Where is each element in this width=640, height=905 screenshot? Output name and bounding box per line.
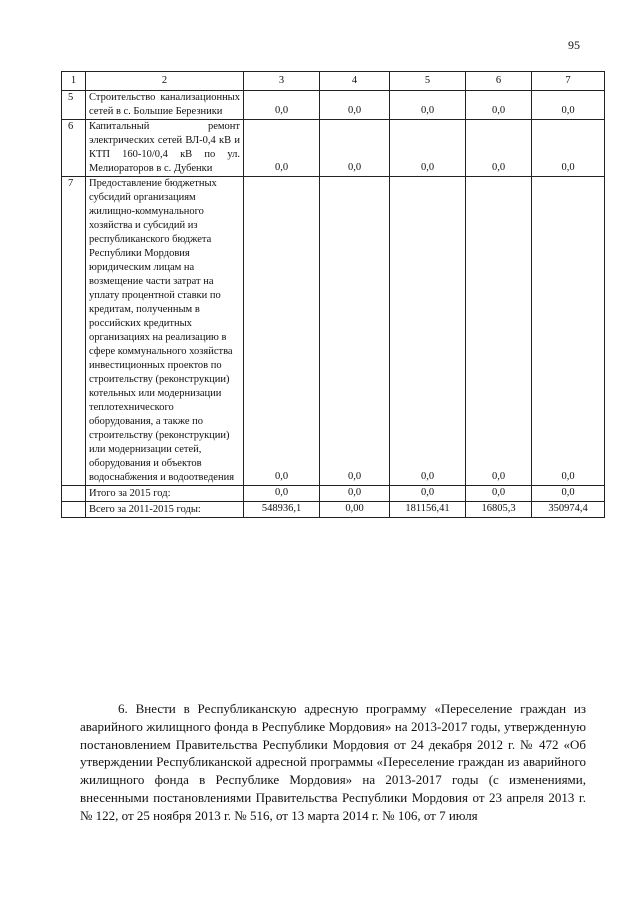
budget-table [61, 71, 605, 518]
column-header: 2 [86, 72, 244, 91]
column-header: 7 [532, 72, 605, 91]
total-value: 0,0 [532, 486, 605, 502]
row-value: 0,0 [466, 177, 532, 486]
page-number: 95 [568, 38, 580, 52]
column-header: 1 [62, 72, 86, 91]
total-value: 0,00 [320, 502, 390, 518]
row-value: 0,0 [244, 120, 320, 177]
empty-cell [62, 486, 86, 502]
total-value: 350974,4 [532, 502, 605, 518]
row-value: 0,0 [466, 91, 532, 120]
row-value: 0,0 [390, 120, 466, 177]
total-value: 0,0 [320, 486, 390, 502]
table-header-row [62, 72, 605, 91]
row-value: 0,0 [320, 177, 390, 486]
table-row [62, 120, 605, 177]
row-number: 5 [62, 91, 86, 120]
total-value: 548936,1 [244, 502, 320, 518]
column-header: 5 [390, 72, 466, 91]
column-header: 3 [244, 72, 320, 91]
grand-total-row [62, 502, 605, 518]
row-value: 0,0 [466, 120, 532, 177]
row-value: 0,0 [244, 91, 320, 120]
total-row [62, 486, 605, 502]
total-value: 16805,3 [466, 502, 532, 518]
total-value: 0,0 [390, 486, 466, 502]
total-value: 181156,41 [390, 502, 466, 518]
row-value: 0,0 [532, 120, 605, 177]
row-number: 6 [62, 120, 86, 177]
row-value: 0,0 [532, 177, 605, 486]
table-row [62, 177, 605, 486]
row-value: 0,0 [244, 177, 320, 486]
table-row [62, 91, 605, 120]
row-value: 0,0 [532, 91, 605, 120]
row-description: Предоставление бюджетных субсидий организациям жилищно-коммунального хозяйства и субсидий из республиканского бюджета Республики Мордовия юридическим лицам на возмещение части затрат на уплату процентной ставки по кредитам, полученным в российских кредитных организациях на реализацию в сфере коммунального хозяйства инвестиционных проектов по строительству (реконструкции) котельных или модернизации теплотехнического оборудования, а также по строительству (реконструкции) или модернизации сетей, оборудования и объектов водоснабжения и водоотведения [86, 177, 244, 486]
row-number: 7 [62, 177, 86, 486]
total-label: Итого за 2015 год: [86, 486, 244, 502]
row-description: Строительство канализационных сетей в с. Большие Березники [86, 91, 244, 120]
empty-cell [62, 502, 86, 518]
row-value: 0,0 [390, 91, 466, 120]
row-value: 0,0 [390, 177, 466, 486]
amendment-paragraph: 6. Внести в Республиканскую адресную программу «Переселение граждан из аварийного жилищного фонда в Республике Мордовия» на 2013-2017 годы, утвержденную постановлением Правительства Республики Мордовия от 24 декабря 2012 г. № 472 «Об утверждении Республиканской адресной программы «Переселение граждан из аварийного жилищного фонда в Республике Мордовия» на 2013-2017 годы (с изменениями, внесенными постановлениями Правительства Республики Мордовия от 23 апреля 2013 г. № 122, от 25 ноября 2013 г. № 516, от 13 марта 2014 г. № 106, от 7 июля [80, 701, 586, 823]
total-value: 0,0 [244, 486, 320, 502]
total-value: 0,0 [466, 486, 532, 502]
column-header: 6 [466, 72, 532, 91]
row-value: 0,0 [320, 120, 390, 177]
total-label: Всего за 2011-2015 годы: [86, 502, 244, 518]
column-header: 4 [320, 72, 390, 91]
row-value: 0,0 [320, 91, 390, 120]
row-description: Капитальный ремонт электрических сетей ВЛ-0,4 кВ и КТП 160-10/0,4 кВ по ул. Мелиораторов в с. Дубенки [86, 120, 244, 177]
